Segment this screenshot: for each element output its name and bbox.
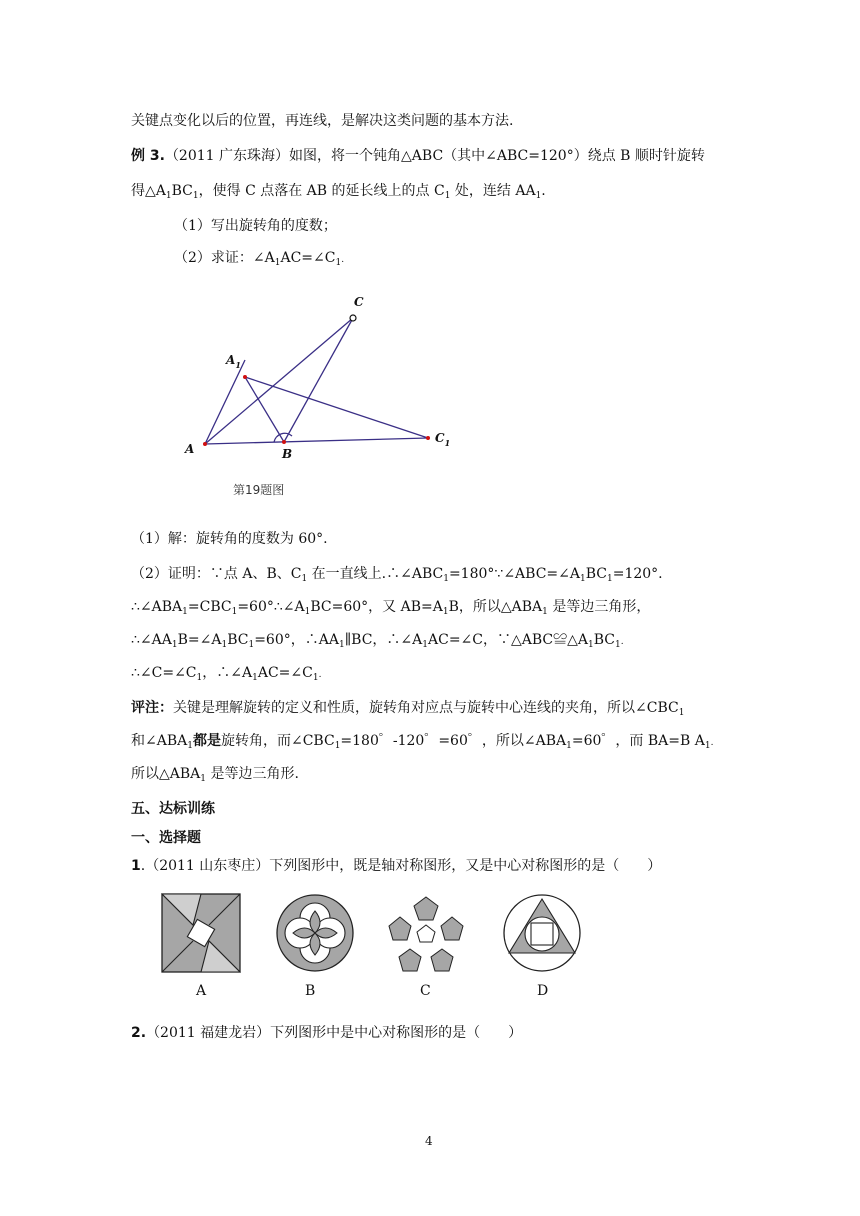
comment-line-1: 评注：关键是理解旋转的定义和性质，旋转角对应点与旋转中心连线的夹角，所以$\angle CBC_1$ <box>131 700 685 718</box>
segment-b-c <box>284 318 353 442</box>
point-c <box>350 315 356 321</box>
segment-a-a1 <box>205 360 245 444</box>
segment-a-c <box>205 318 353 444</box>
option-b-label: B <box>305 983 316 999</box>
point-a1 <box>243 375 247 379</box>
segment-a1-b <box>245 377 284 442</box>
option-d-label: D <box>537 983 549 999</box>
label-a1: $A_1$ <box>226 353 241 370</box>
comment-label: 评注： <box>131 700 173 716</box>
solution-line-2: （2）证明：∵点 A、B、$C_1$ 在一直线上$.\therefore\angle ABC_1=180^\circ\because\angle ABC=\angle A_1BC_1=120^\circ$. <box>131 566 663 584</box>
figure-caption: 第19题图 <box>233 483 285 497</box>
option-a-label: A <box>196 983 207 999</box>
point-b <box>282 440 286 444</box>
section-title: 五、达标训练 <box>131 801 215 817</box>
solution-line-3: $\therefore\angle ABA_1=CBC_1=60^\circ\therefore\angle A_1BC=60^\circ$，又 $AB=A_1B$，所以$\triangle ABA_1$ 是等边三角形， <box>131 599 651 617</box>
option-b-figure <box>275 893 355 973</box>
example-line-2: 得$\triangle A_1BC_1$，使得 C 点落在 AB 的延长线上的点 $C_1$ 处，连结 $AA_1$. <box>131 183 546 201</box>
option-d-figure <box>502 893 582 973</box>
page-number: 4 <box>425 1134 433 1148</box>
label-a: A <box>185 442 195 456</box>
example-label: 例 3. <box>131 148 165 164</box>
intro-line: 关键点变化以后的位置，再连线，是解决这类问题的基本方法. <box>131 113 514 129</box>
comment-line-3: 所以$\triangle ABA_1$ 是等边三角形. <box>131 766 299 784</box>
question-2: 2.（2011 福建龙岩）下列图形中是中心对称图形的是（ ） <box>131 1025 523 1041</box>
comment-line-2: 和$\angle ABA_1$都是旋转角，而$\angle CBC_1=180$゜-120゜=60゜，所以$\angle ABA_1=60$゜，而 BA=B $A_1$. <box>131 733 714 751</box>
example-question-1: （1）写出旋转角的度数； <box>174 218 337 234</box>
section-subtitle: 一、选择题 <box>131 830 201 846</box>
segment-a-c1 <box>205 438 428 444</box>
point-a <box>203 442 207 446</box>
solution-line-1: （1）解：旋转角的度数为 60°. <box>131 531 328 547</box>
question-1: 1.（2011 山东枣庄）下列图形中，既是轴对称图形，又是中心对称图形的是（ ） <box>131 858 662 874</box>
option-c-figure <box>386 895 466 973</box>
triangle-rotation-figure <box>170 290 470 470</box>
point-c1 <box>426 436 430 440</box>
solution-line-4: $\therefore\angle AA_1B=\angle A_1BC_1=60^\circ$，$\therefore AA_1\parallel BC$，$\therefore\angle A_1AC=\angle C$，$\because\triangle ABC≌\triangle A_1BC_1$. <box>131 632 624 650</box>
option-a-figure <box>161 893 241 973</box>
example-line-1: 例 3.（2011 广东珠海）如图，将一个钝角△ABC（其中∠ABC=120°）绕点 B 顺时针旋转 <box>131 148 705 164</box>
segment-a1-c1 <box>245 377 428 438</box>
label-c1: $C_1$ <box>435 431 451 448</box>
solution-line-5: $\therefore\angle C=\angle C_1$，$\therefore\angle A_1AC=\angle C_1$. <box>131 665 322 683</box>
label-c: C <box>354 295 364 309</box>
label-b: B <box>282 447 293 461</box>
option-c-label: C <box>420 983 431 999</box>
example-question-2: （2）求证：$\angle A_1AC=\angle C_1$. <box>174 250 345 268</box>
